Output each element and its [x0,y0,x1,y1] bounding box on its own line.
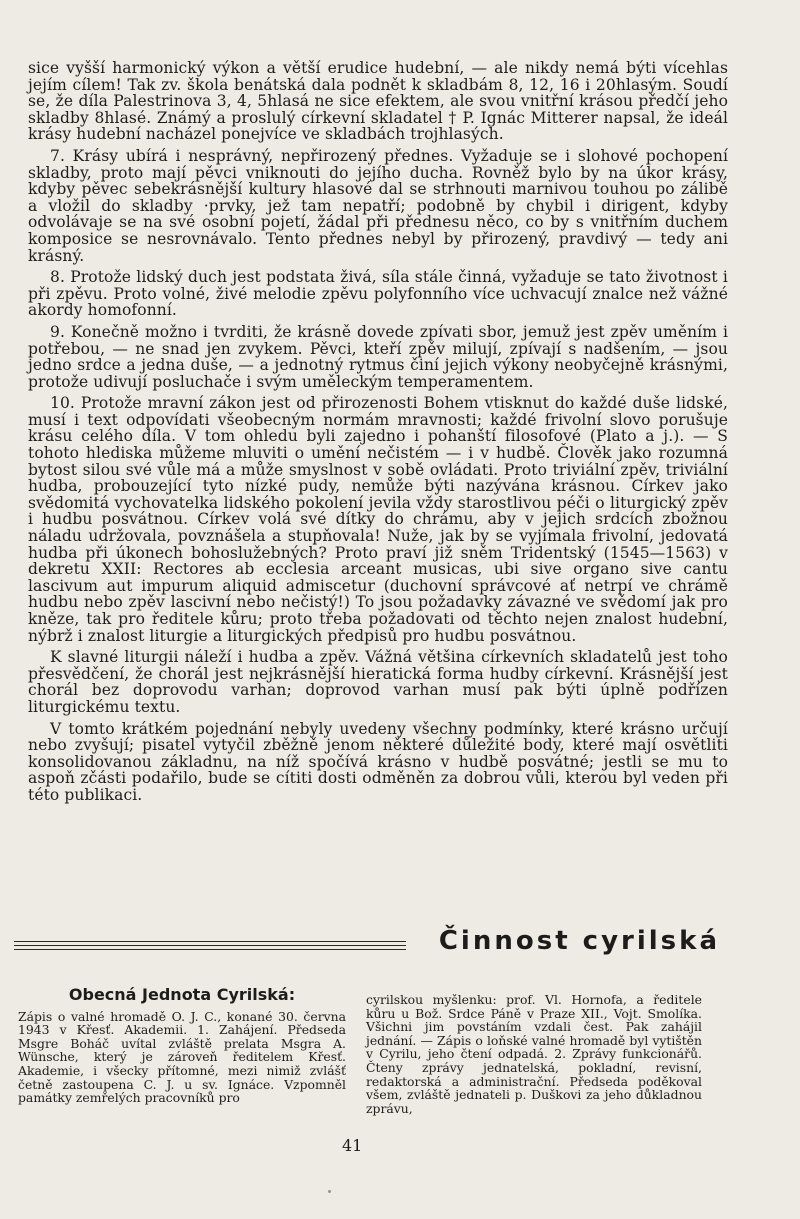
paragraph-7: V tomto krátkém pojednání nebyly uvedeny všechny podmínky, které krásno určují nebo zvyšují; pisatel vytyčil zběžně jenom některé důležité body, které mají osvětliti konsolidovanou základnu, na níž spočívá krásno v hudbě posvátné; jestli se mu to aspoň zčásti podařilo, bude se cítiti dosti odměněn za dobrou vůli, kterou byl veden při této publikaci. [28,719,728,804]
divider-line [14,941,406,942]
column-text: cyrilskou myšlenku: prof. Vl. Hornofa, a ředitele kůru u Bož. Srdce Páně v Praze XII., Vojt. Smolíka. Všichni jim povstáním vzdali čest. Pak zahájil jednání. — Zápis o loňské valné hromadě byl vytištěn v Cyrilu, jeho čtení odpadá. 2. Zprávy funkcionářů. Čteny zprávy jednatelská, pokladní, revisní, redaktorská a administrační. Předseda poděkoval všem, zvláště jednateli p. Duškovi za jeho důkladnou zprávu, [366,992,702,1116]
left-column [18,985,346,1106]
paragraph-5: 10. Protože mravní zákon jest od přirozenosti Bohem vtisknut do každé duše lidské, musí i text odpovídati všeobecným normám mravnosti; každé frivolní slovo porušuje krásu celého díla. V tom ohledu byli zajedno i pohanští filosofové (Plato a j.). — S tohoto hlediska můžeme mluviti o umění nečistém — i v hudbě. Člověk jako rozumná bytost silou své vůle má a může smyslnost v sobě ovládati. Proto triviální zpěv, triviální hudba, probouzející tyto nízké pudy, nemůže býti nazývána krásnou. Církev jako svědomitá vychovatelka lidského pokolení jevila vždy starostlivou péči o liturgický zpěv i hudbu posvátnou. Církev volá své dítky do chrámu, aby v jejich srdcích zbožnou náladu udržovala, povznášela a stupňovala! Nuže, jak by se vyjímala frivolní, jedovatá hudba při úkonech bohoslužebných? Proto praví již sněm Tridentský (1545—1563) v dekretu XXII: Rectores ab ecclesia arceant musicas, ubi sive organo sive cantu lascivum aut impurum aliquid admiscetur (duchovní správcové ať netrpí ve chrámě hudbu nebo zpěv lascivní nebo nečistý!) To jsou požadavky závazné ve svědomí jak pro kněze, tak pro ředitele kůru; proto třeba požadovati od těchto nejen znalost hudební, nýbrž i znalost liturgie a liturgických předpisů pro hudbu posvátnou. [28,394,728,645]
divider-line [14,949,406,950]
paragraph-3: 8. Protože lidský duch jest podstata živá, síla stále činná, vyžaduje se tato životnost i při zpěvu. Proto volné, živé melodie zpěvu polyfonního více uchvacují znalce než vážné akordy homofonní. [28,268,728,320]
column-heading: Obecná Jednota Cyrilská: [68,985,296,1004]
divider-line [14,945,406,946]
section-title: Činnost cyrilská [438,926,720,956]
page-speck [328,1190,331,1193]
section-header [14,926,720,962]
paragraph-1: sice vyšší harmonický výkon a větší erudice hudební, — ale nikdy nemá býti vícehlas jejím cílem! Tak zv. škola benátská dala podnět k skladbám 8, 12, 16 i 20hlasým. Soudí se, že díla Palestrinova 3, 4, 5hlasá ne sice efektem, ale svou vnitřní krásou předčí jeho skladby 8hlasé. Známý a proslulý církevní skladatel † P. Ignác Mitterer napsal, že ideál krásy hudební nacházel ponejvíce ve skladbách trojhlasých. [28,59,728,144]
paragraph-2: 7. Krásy ubírá i nesprávný, nepřirozený přednes. Vyžaduje se i slohové pochopení skladby, proto mají pěvci vniknouti do jejího ducha. Rovněž bylo by na úkor krásy, kdyby pěvec sebekrásnější kultury hlasové dal se strhnouti marnivou touhou po zálibě a vložil do skladby ·prvky, jež tam nepatří; podobně by chybil i dirigent, kdyby odvolávaje se na své osobní pojetí, žádal při přednesu něco, co by s vnitřním duchem komposice se nesrovnávalo. Tento přednes nebyl by přirozený, pravdivý — tedy ani krásný. [28,146,728,265]
column-text: Zápis o valné hromadě O. J. C., konané 30. června 1943 v Křesť. Akademii. 1. Zahájení. Předseda Msgre Boháč uvítal zvláště prelata Msgra A. Wünsche, který je zároveň ředitelem Křesť. Akademie, i všecky přítomné, mezi nimiž zvlášť četně zastoupena C. J. u sv. Ignáce. Vzpomněl památky zemřelých pracovníků pro [18,1008,346,1106]
right-column [366,993,702,1115]
main-text [28,60,728,809]
paragraph-4: 9. Konečně možno i tvrditi, že krásně dovede zpívati sbor, jemuž jest zpěv uměním i potřebou, — ne snad jen zvykem. Pěvci, kteří zpěv milují, zpívají s nadšením, — jsou jedno srdce a jedna duše, — a jednotný rytmus činí jejich výkony neobyčejně krásnými, protože udivují posluchače i svým uměleckým temperamentem. [28,322,728,391]
page-number: 41 [342,1136,363,1155]
paragraph-6: K slavné liturgii náleží i hudba a zpěv. Vážná většina církevních skladatelů jest toho přesvědčení, že chorál jest nejkrásnější hieratická forma hudby církevní. Krásnější jest chorál bez doprovodu varhan; doprovod varhan musí pak býti úplně podřízen liturgickému textu. [28,648,728,716]
